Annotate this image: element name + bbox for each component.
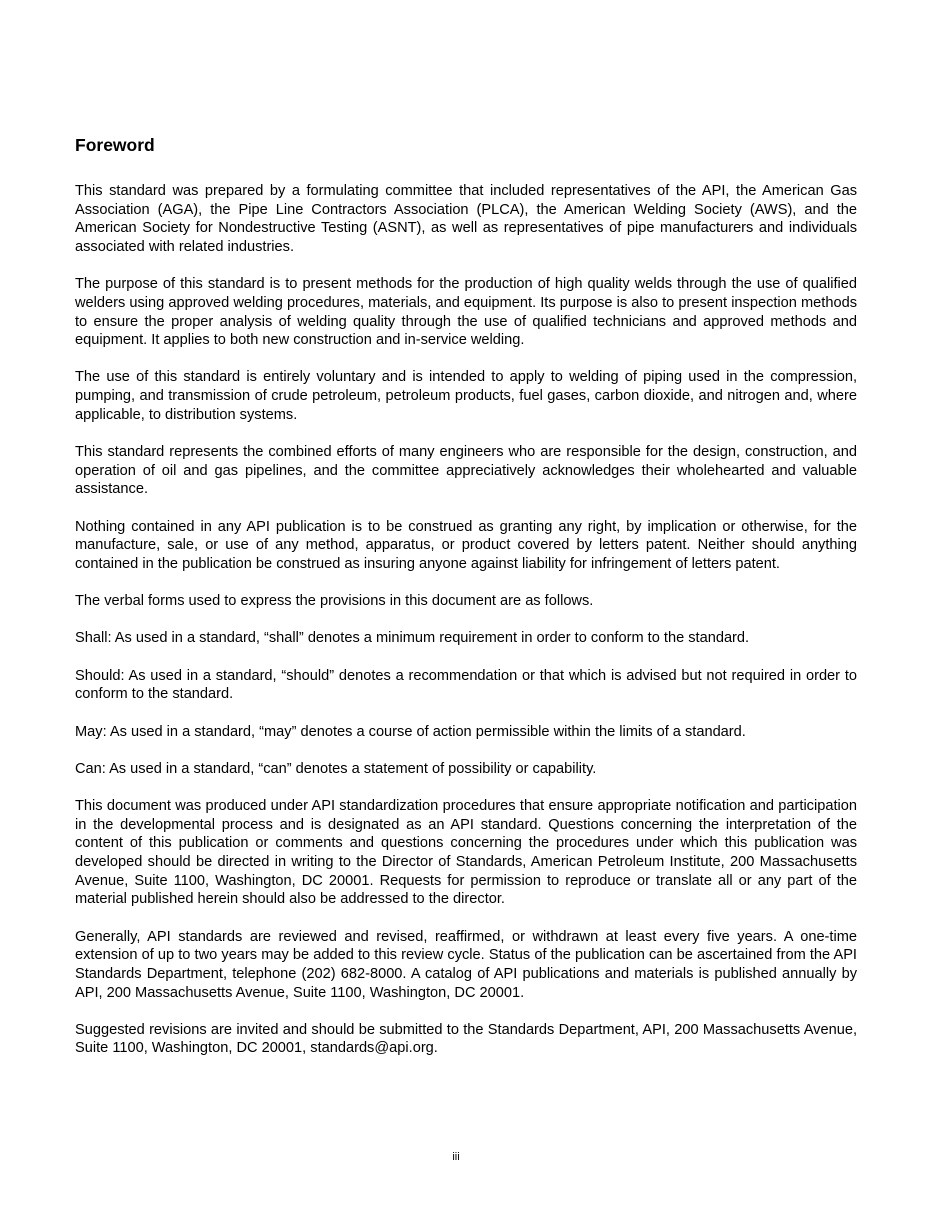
paragraph-verbal-forms-intro: The verbal forms used to express the provisions in this document are as follows. <box>75 593 594 610</box>
paragraph-acknowledgement: This standard represents the combined efforts of many engineers who are responsible for the design, construction, and operation of oil and gas pipelines, and the committee appreciatively acknowledges their wholehearted and valuable assistance. <box>75 444 857 498</box>
document-page <box>75 133 857 1077</box>
paragraph-should-definition: Should: As used in a standard, “should” denotes a recommendation or that which is advised but not required in order to conform to the standard. <box>75 667 857 703</box>
page-number: iii <box>452 1151 460 1163</box>
paragraph-suggested-revisions: Suggested revisions are invited and should be submitted to the Standards Department, API, 200 Massachusetts Avenue, Suite 1100, Washington, DC 20001, standards@api.org. <box>75 1021 857 1057</box>
paragraph-may-definition: May: As used in a standard, “may” denotes a course of action permissible within the limits of a standard. <box>75 723 746 740</box>
paragraph-preparation: This standard was prepared by a formulating committee that included representatives of the API, the American Gas Association (AGA), the Pipe Line Contractors Association (PLCA), the American Welding Society (AWS), and the American Society for Nondestructive Testing (ASNT), as well as representatives of pipe manufacturers and individuals associated with related industries. <box>75 183 857 255</box>
paragraph-can-definition: Can: As used in a standard, “can” denotes a statement of possibility or capability. <box>75 760 597 777</box>
section-heading: Foreword <box>75 135 155 155</box>
paragraph-standardization-procedures: This document was produced under API standardization procedures that ensure appropriate notification and participation in the developmental process and is designated as an API standard. Questions concerning the interpretation of the content of this publication or comments and questions concerning the procedures under which this publication was developed should be directed in writing to the Director of Standards, American Petroleum Institute, 200 Massachusetts Avenue, Suite 1100, Washington, DC 20001. Requests for permission to reproduce or translate all or any part of the material published herein should also be addressed to the director. <box>75 798 857 908</box>
paragraph-patent-disclaimer: Nothing contained in any API publication is to be construed as granting any right, by implication or otherwise, for the manufacture, sale, or use of any method, apparatus, or product covered by letters patent. Neither should anything contained in the publication be construed as insuring anyone against liability for infringement of letters patent. <box>75 518 857 572</box>
paragraph-review-cycle: Generally, API standards are reviewed and revised, reaffirmed, or withdrawn at least every five years. A one-time extension of up to two years may be added to this review cycle. Status of the publication can be ascertained from the API Standards Department, telephone (202) 682-8000. A catalog of API publications and materials is published annually by API, 200 Massachusetts Avenue, Suite 1100, Washington, DC 20001. <box>75 928 857 1001</box>
paragraph-shall-definition: Shall: As used in a standard, “shall” denotes a minimum requirement in order to conform to the standard. <box>75 630 750 647</box>
paragraph-voluntary-use: The use of this standard is entirely voluntary and is intended to apply to welding of piping used in the compression, pumping, and transmission of crude petroleum, petroleum products, fuel gases, carbon dioxide, and nitrogen and, where applicable, to distribution systems. <box>75 369 857 423</box>
paragraph-purpose: The purpose of this standard is to present methods for the production of high quality welds through the use of qualified welders using approved welding procedures, materials, and equipment. Its purpose is also to present inspection methods to ensure the proper analysis of welding quality through the use of qualified technicians and approved methods and equipment. It applies to both new construction and in-service welding. <box>75 276 857 349</box>
